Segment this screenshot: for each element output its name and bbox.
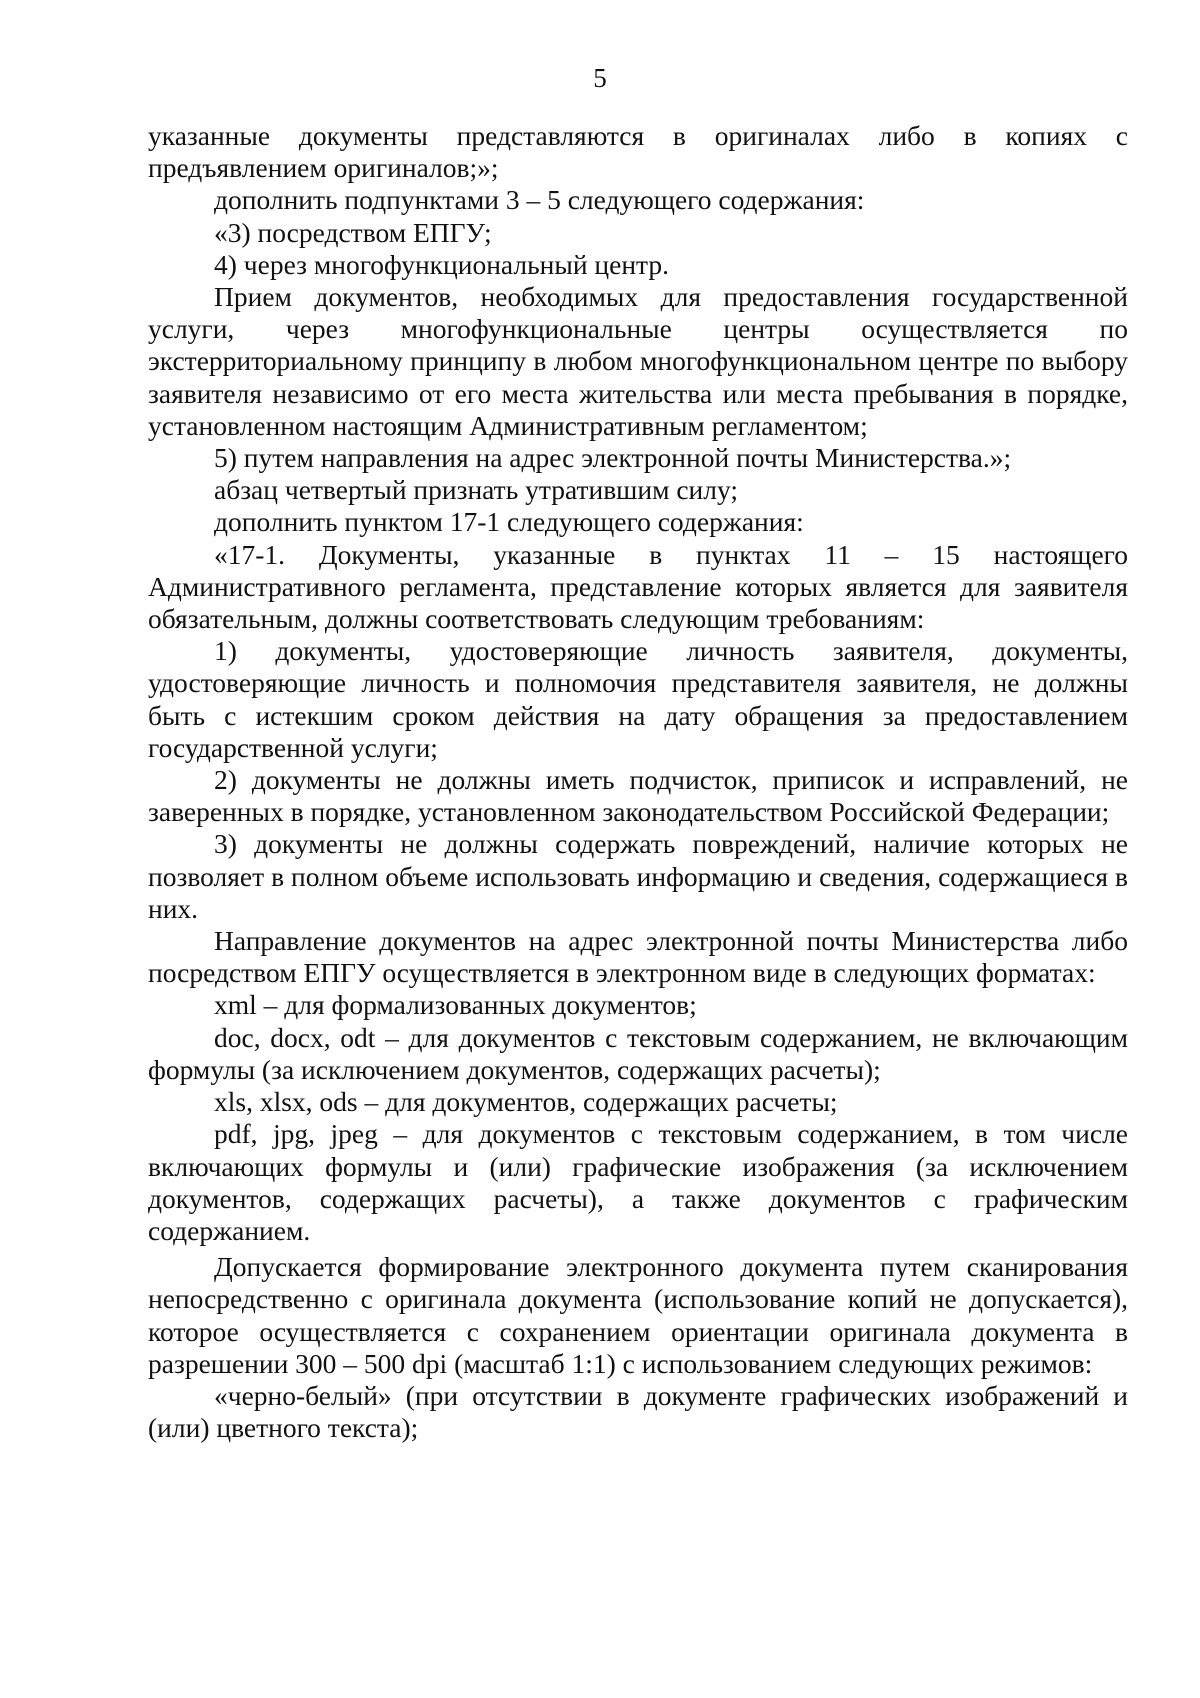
paragraph-12: 3) документы не должны содержать повреждений, наличие которых не позволяет в полном объеме использовать информацию и сведения, содержащиеся в них.: [148, 828, 1128, 924]
paragraph-11: 2) документы не должны иметь подчисток, приписок и исправлений, не заверенных в порядке, установленном законодательством Российской Федерации;: [148, 764, 1128, 828]
paragraph-6: 5) путем направления на адрес электронной почты Министерства.»;: [214, 442, 1012, 474]
paragraph-10: 1) документы, удостоверяющие личность заявителя, документы, удостоверяющие личность и полномочия представителя заявителя, не должны быть с истекшим сроком действия на дату обращения за предоставлением государственной услуги;: [148, 635, 1128, 763]
paragraph-5: Прием документов, необходимых для предоставления государственной услуги, через многофункциональные центры осуществляется по экстерриториальному принципу в любом многофункциональном центре по выбору заявителя независимо от его места жительства или места пребывания в порядке, установленном настоящим Административным регламентом;: [148, 281, 1128, 441]
paragraph-14: xml – для формализованных документов;: [214, 989, 697, 1021]
paragraph-3: «3) посредством ЕПГУ;: [214, 216, 492, 248]
paragraph-1: указанные документы представляются в оригиналах либо в копиях с предъявлением оригиналов;»;: [148, 120, 1128, 184]
paragraph-19: «черно-белый» (при отсутствии в документе графических изображений и (или) цветного текста);: [148, 1379, 1128, 1444]
page-number: 5: [593, 63, 607, 93]
paragraph-7: абзац четвертый признать утратившим силу;: [214, 474, 739, 506]
paragraph-18: Допускается формирование электронного документа путем сканирования непосредственно с оригинала документа (использование копий не допускается), которое осуществляется с сохранением ориентации оригинала документа в разрешении 300 – 500 dpi (масштаб 1:1) с использованием следующих режимов:: [148, 1251, 1128, 1379]
paragraph-9: «17-1. Документы, указанные в пунктах 11 – 15 настоящего Административного регламента, представление которых является для заявителя обязательным, должны соответствовать следующим требованиям:: [148, 538, 1128, 635]
document-body: [148, 120, 1128, 1444]
paragraph-8: дополнить пунктом 17-1 следующего содержания:: [214, 506, 804, 538]
paragraph-4: 4) через многофункциональный центр.: [214, 248, 670, 280]
paragraph-2: дополнить подпунктами 3 – 5 следующего содержания:: [214, 184, 865, 216]
paragraph-17: pdf, jpg, jpeg – для документов с текстовым содержанием, в том числе включающих формулы и (или) графические изображения (за исключением документов, содержащих расчеты), а также документов с графическим содержанием.: [148, 1118, 1128, 1246]
paragraph-13: Направление документов на адрес электронной почты Министерства либо посредством ЕПГУ осуществляется в электронном виде в следующих форматах:: [148, 925, 1128, 989]
paragraph-15: doc, docx, odt – для документов с текстовым содержанием, не включающим формулы (за исключением документов, содержащих расчеты);: [148, 1021, 1128, 1085]
paragraph-16: xls, xlsx, ods – для документов, содержащих расчеты;: [214, 1086, 838, 1118]
